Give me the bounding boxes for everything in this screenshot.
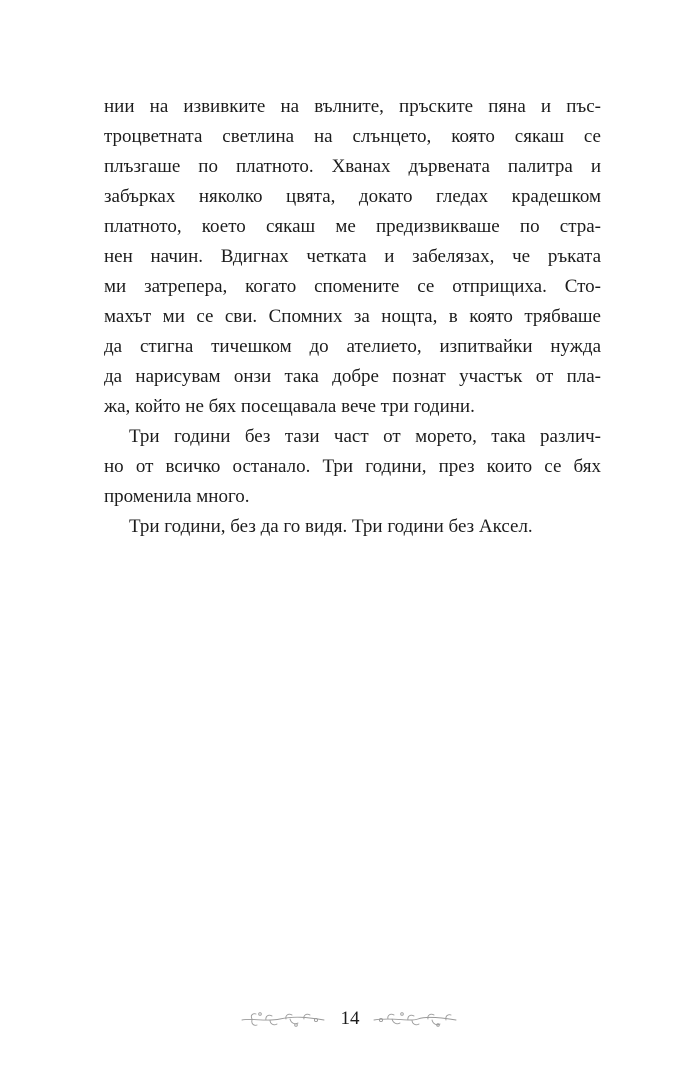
text-line: нии на извивките на вълните, пръските пяна и пъс- (104, 96, 601, 117)
text-line: Три години без тази част от морето, така различ- (129, 426, 601, 447)
text-line: жа, който не бях посещавала вече три години. (104, 396, 475, 417)
text-line: платното, което сякаш ме предизвикваше по стра- (104, 216, 601, 237)
paragraph-3 (104, 512, 601, 542)
paragraph-2 (104, 422, 601, 512)
text-line: плъзгаше по платното. Хванах дървената палитра и (104, 156, 601, 177)
text-line: махът ми се сви. Спомних за нощта, в която трябваше (104, 306, 601, 327)
page-footer (0, 1002, 700, 1036)
text-line: да стигна тичешком до ателието, изпитвайки нужда (104, 336, 601, 357)
text-line: ми затрепера, когато спомените се отприщиха. Сто- (104, 276, 601, 297)
text-line: променила много. (104, 486, 250, 507)
paragraph-1 (104, 92, 601, 422)
body-text (104, 92, 601, 542)
text-line: нен начин. Вдигнах четката и забелязах, че ръката (104, 246, 601, 267)
floral-ornament-left-icon (240, 1008, 326, 1030)
text-line: троцветната светлина на слънцето, която сякаш се (104, 126, 601, 147)
text-line: Три години, без да го видя. Три години без Аксел. (129, 516, 533, 537)
page-number: 14 (340, 1008, 360, 1029)
floral-ornament-right-icon (372, 1008, 458, 1030)
text-line: да нарисувам онзи така добре познат участък от пла- (104, 366, 601, 387)
text-line: забърках няколко цвята, докато гледах крадешком (104, 186, 601, 207)
text-line: но от всичко останало. Три години, през които се бях (104, 456, 601, 477)
